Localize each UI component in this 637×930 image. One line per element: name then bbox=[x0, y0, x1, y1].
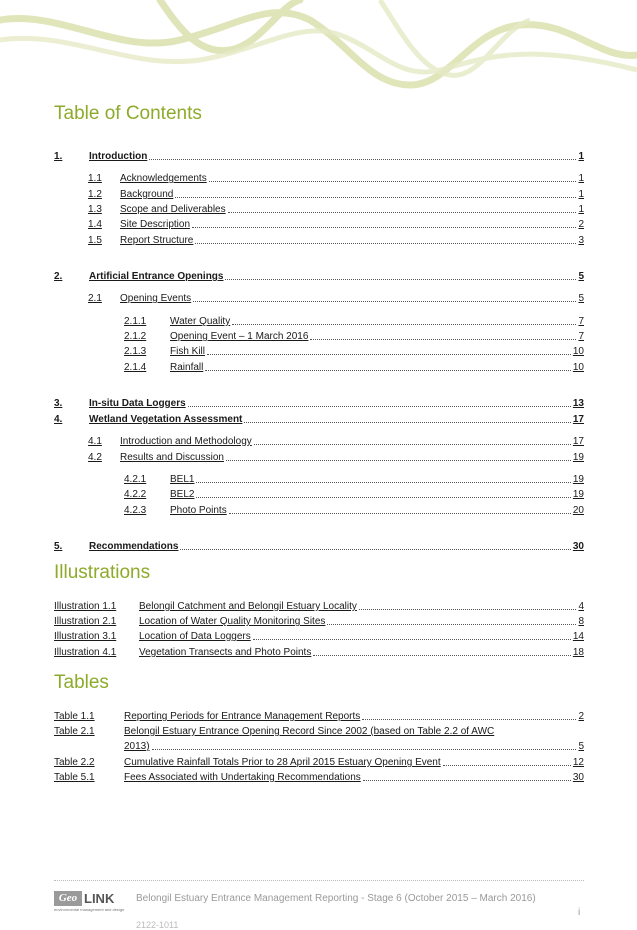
entry-title: Belongil Estuary Entrance Opening Record Since 2002 (based on Table 2.2 of AWC bbox=[124, 726, 495, 737]
entry-number: 2.1 bbox=[88, 293, 102, 304]
entry-title: Site Description bbox=[120, 219, 191, 230]
entry-title: Rainfall bbox=[170, 362, 204, 373]
dot-leader bbox=[205, 369, 571, 371]
entry-title: Belongil Catchment and Belongil Estuary Locality bbox=[139, 601, 357, 612]
entry-number: 1.2 bbox=[88, 189, 102, 200]
entry-number: Illustration 3.1 bbox=[54, 631, 117, 642]
entry-number: 3. bbox=[54, 398, 63, 409]
toc-entry[interactable] bbox=[88, 436, 584, 448]
dot-leader bbox=[196, 496, 570, 498]
dot-leader bbox=[310, 338, 576, 340]
entry-title: Opening Event – 1 March 2016 bbox=[170, 331, 309, 342]
entry-number: Illustration 2.1 bbox=[54, 616, 117, 627]
entry-number: Table 2.2 bbox=[54, 757, 95, 768]
toc-entry[interactable] bbox=[124, 489, 584, 501]
toc-entry[interactable] bbox=[88, 204, 584, 216]
dot-leader bbox=[359, 608, 577, 610]
entry-page: 5 bbox=[578, 271, 584, 282]
geolink-logo bbox=[54, 891, 124, 913]
entry-title: BEL2 bbox=[170, 489, 195, 500]
entry-number: Table 5.1 bbox=[54, 772, 95, 783]
entry-title: Cumulative Rainfall Totals Prior to 28 April 2015 Estuary Opening Event bbox=[124, 757, 441, 768]
toc-entry[interactable] bbox=[124, 346, 584, 358]
illustration-entry[interactable] bbox=[54, 631, 584, 643]
entry-number: 1.3 bbox=[88, 204, 102, 215]
entry-title: Photo Points bbox=[170, 505, 227, 516]
toc-entry[interactable] bbox=[124, 331, 584, 343]
entry-title: Introduction and Methodology bbox=[120, 436, 252, 447]
entry-title: Wetland Vegetation Assessment bbox=[89, 414, 243, 425]
entry-page: 3 bbox=[578, 235, 584, 246]
entry-title: Vegetation Transects and Photo Points bbox=[139, 647, 312, 658]
entry-title: BEL1 bbox=[170, 474, 195, 485]
entry-number: Illustration 1.1 bbox=[54, 601, 117, 612]
illustration-entry[interactable] bbox=[54, 616, 584, 628]
entry-title: In-situ Data Loggers bbox=[89, 398, 186, 409]
entry-title-continued: 2013) bbox=[124, 741, 150, 752]
toc-entry[interactable] bbox=[54, 398, 584, 410]
dot-leader bbox=[225, 278, 576, 280]
dot-leader bbox=[443, 764, 571, 766]
dot-leader bbox=[152, 748, 577, 750]
logo-geo: Geo bbox=[54, 891, 82, 906]
entry-page: 20 bbox=[572, 505, 584, 516]
entry-title: Report Structure bbox=[120, 235, 194, 246]
dot-leader bbox=[192, 226, 576, 228]
toc-entry[interactable] bbox=[124, 362, 584, 374]
entry-page: 10 bbox=[572, 362, 584, 373]
toc-entry[interactable] bbox=[124, 316, 584, 328]
entry-number: Table 1.1 bbox=[54, 711, 95, 722]
entry-page: 19 bbox=[572, 489, 584, 500]
dot-leader bbox=[195, 242, 576, 244]
dot-leader bbox=[228, 211, 577, 213]
entry-title: Artificial Entrance Openings bbox=[89, 271, 224, 282]
entry-page: 30 bbox=[572, 541, 584, 552]
table-entry[interactable] bbox=[54, 757, 584, 769]
entry-number: 4.1 bbox=[88, 436, 102, 447]
footer-report-title: Belongil Estuary Entrance Management Reporting - Stage 6 (October 2015 – March 2016) bbox=[136, 893, 536, 904]
logo-link: LINK bbox=[84, 891, 115, 906]
entry-title: Acknowledgements bbox=[120, 173, 207, 184]
entry-title: Fees Associated with Undertaking Recommendations bbox=[124, 772, 361, 783]
entry-title: Location of Water Quality Monitoring Sites bbox=[139, 616, 326, 627]
entry-number: 2.1.3 bbox=[124, 346, 147, 357]
table-entry-continuation[interactable] bbox=[124, 741, 584, 753]
dot-leader bbox=[193, 300, 576, 302]
entry-title: Fish Kill bbox=[170, 346, 206, 357]
entry-number: 4.2 bbox=[88, 452, 102, 463]
dot-leader bbox=[327, 623, 576, 625]
entry-page: 10 bbox=[572, 346, 584, 357]
entry-number: 5. bbox=[54, 541, 63, 552]
toc-entry[interactable] bbox=[124, 505, 584, 517]
entry-number: 4.2.2 bbox=[124, 489, 147, 500]
toc-entry[interactable] bbox=[88, 219, 584, 231]
entry-page: 5 bbox=[578, 741, 584, 752]
dot-leader bbox=[253, 638, 571, 640]
dot-leader bbox=[232, 323, 576, 325]
entry-page: 8 bbox=[578, 616, 584, 627]
illustration-entry[interactable] bbox=[54, 647, 584, 659]
tables-heading: Tables bbox=[54, 672, 109, 693]
entry-page: 1 bbox=[578, 151, 584, 162]
footer-reference: 2122-1011 bbox=[136, 920, 179, 930]
illustration-entry[interactable] bbox=[54, 601, 584, 613]
entry-number: 1.1 bbox=[88, 173, 102, 184]
entry-number: 1.5 bbox=[88, 235, 102, 246]
dot-leader bbox=[196, 481, 570, 483]
dot-leader bbox=[244, 421, 570, 423]
entry-number: 2.1.2 bbox=[124, 331, 147, 342]
toc-entry[interactable] bbox=[88, 452, 584, 464]
entry-title: Water Quality bbox=[170, 316, 231, 327]
entry-title: Results and Discussion bbox=[120, 452, 224, 463]
entry-page: 17 bbox=[572, 414, 584, 425]
table-entry[interactable] bbox=[54, 711, 584, 723]
entry-title: Recommendations bbox=[89, 541, 179, 552]
entry-number: 4.2.1 bbox=[124, 474, 147, 485]
entry-title: Reporting Periods for Entrance Management Reports bbox=[124, 711, 361, 722]
toc-heading: Table of Contents bbox=[54, 103, 202, 124]
toc-entry[interactable] bbox=[54, 414, 584, 426]
entry-page: 7 bbox=[578, 331, 584, 342]
entry-page: 1 bbox=[578, 189, 584, 200]
dot-leader bbox=[226, 459, 571, 461]
entry-title: Opening Events bbox=[120, 293, 192, 304]
logo-tagline: environmental management and design bbox=[54, 907, 125, 912]
entry-title: Scope and Deliverables bbox=[120, 204, 226, 215]
entry-page: 1 bbox=[578, 173, 584, 184]
footer-page-number: i bbox=[578, 907, 581, 918]
dot-leader bbox=[362, 718, 576, 720]
header-wave-graphic bbox=[0, 0, 637, 95]
entry-title: Introduction bbox=[89, 151, 148, 162]
entry-page: 17 bbox=[572, 436, 584, 447]
entry-number: 2.1.1 bbox=[124, 316, 147, 327]
entry-page: 13 bbox=[572, 398, 584, 409]
dot-leader bbox=[149, 158, 576, 160]
toc-entry[interactable] bbox=[88, 189, 584, 201]
dot-leader bbox=[209, 180, 577, 182]
toc-entry[interactable] bbox=[54, 151, 584, 163]
toc-entry[interactable] bbox=[88, 173, 584, 185]
entry-number: 1. bbox=[54, 151, 63, 162]
toc-entry[interactable] bbox=[124, 474, 584, 486]
entry-page: 30 bbox=[572, 772, 584, 783]
entry-title: Location of Data Loggers bbox=[139, 631, 251, 642]
dot-leader bbox=[180, 548, 570, 550]
entry-number: Illustration 4.1 bbox=[54, 647, 117, 658]
entry-page: 12 bbox=[572, 757, 584, 768]
toc-entry[interactable] bbox=[54, 541, 584, 553]
entry-page: 1 bbox=[578, 204, 584, 215]
entry-page: 19 bbox=[572, 452, 584, 463]
entry-page: 2 bbox=[578, 219, 584, 230]
toc-entry[interactable] bbox=[54, 271, 584, 283]
illustrations-heading: Illustrations bbox=[54, 562, 151, 583]
toc-entry[interactable] bbox=[88, 235, 584, 247]
dot-leader bbox=[313, 654, 571, 656]
dot-leader bbox=[229, 512, 571, 514]
entry-page: 2 bbox=[578, 711, 584, 722]
entry-page: 5 bbox=[578, 293, 584, 304]
entry-number: 4. bbox=[54, 414, 63, 425]
dot-leader bbox=[175, 196, 576, 198]
dot-leader bbox=[188, 405, 571, 407]
entry-page: 19 bbox=[572, 474, 584, 485]
dot-leader bbox=[207, 353, 571, 355]
dot-leader bbox=[254, 443, 571, 445]
entry-page: 4 bbox=[578, 601, 584, 612]
footer-divider bbox=[54, 880, 584, 881]
table-entry[interactable] bbox=[54, 726, 584, 738]
entry-number: 2. bbox=[54, 271, 63, 282]
entry-number: 4.2.3 bbox=[124, 505, 147, 516]
entry-title: Background bbox=[120, 189, 174, 200]
entry-number: 2.1.4 bbox=[124, 362, 147, 373]
entry-page: 18 bbox=[572, 647, 584, 658]
toc-entry[interactable] bbox=[88, 293, 584, 305]
entry-page: 14 bbox=[572, 631, 584, 642]
table-entry[interactable] bbox=[54, 772, 584, 784]
dot-leader bbox=[363, 779, 571, 781]
entry-page: 7 bbox=[578, 316, 584, 327]
entry-number: Table 2.1 bbox=[54, 726, 95, 737]
entry-number: 1.4 bbox=[88, 219, 102, 230]
